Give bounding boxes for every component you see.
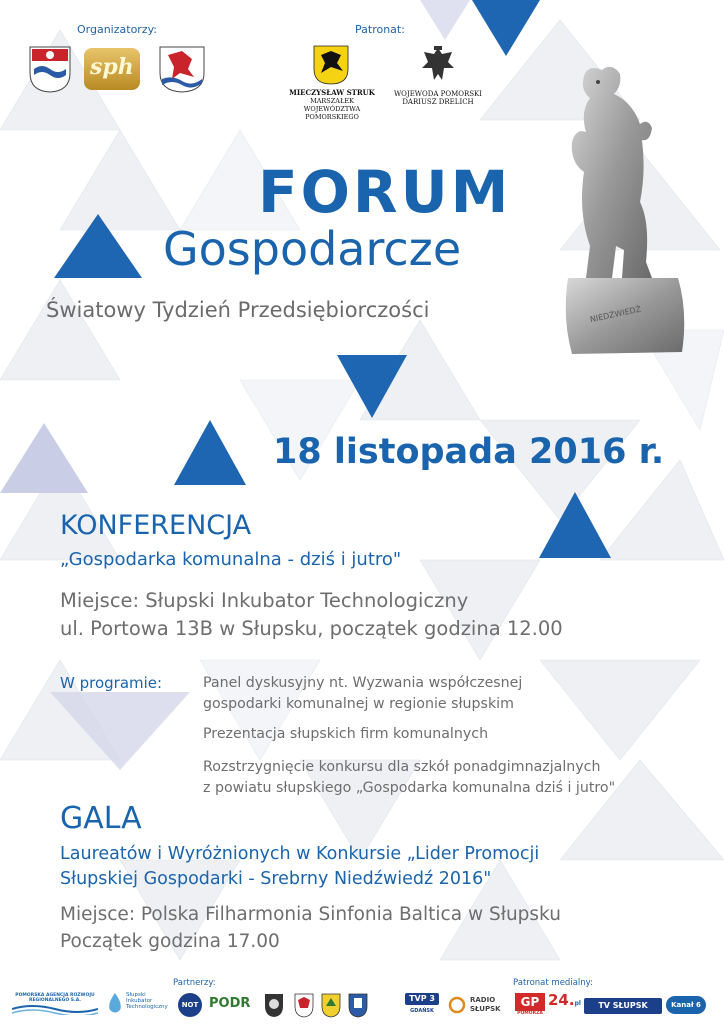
- sph-logo: sph: [84, 48, 140, 90]
- partner-crest-icon: [263, 992, 285, 1018]
- program-label: W programie:: [60, 674, 163, 692]
- sit-drop-icon: [106, 992, 124, 1014]
- title-forum: FORUM: [258, 158, 512, 226]
- partner-crest-icon: [293, 992, 315, 1018]
- griffin-coat-of-arms-icon: [158, 45, 206, 93]
- program-item: Prezentacja słupskich firm komunalnych: [203, 726, 489, 742]
- media-label: Patronat medialny:: [513, 978, 593, 988]
- radio-swirl-icon: [448, 996, 466, 1014]
- gala-start: Początek godzina 17.00: [60, 931, 280, 952]
- statue-plaque: NIEDŹWIEDŹ: [589, 304, 642, 325]
- parr-logo: POMORSKA AGENCJA ROZWOJU REGIONALNEGO S.A.: [12, 993, 98, 1017]
- podr-logo: PODR: [209, 996, 251, 1011]
- sit-logo: Słupski Inkubator Technologiczny: [106, 990, 168, 1016]
- partner-crest-icon: [320, 992, 342, 1018]
- conference-heading: KONFERENCJA: [60, 510, 252, 541]
- conference-place-line1: Miejsce: Słupski Inkubator Technologiczny: [60, 589, 469, 612]
- program-item: Rozstrzygnięcie konkursu dla szkół ponadgimnazjalnych z powiatu słupskiego „Gospodarka komunalna dziś i jutro": [203, 759, 616, 796]
- conference-place-line2: ul. Portowa 13B w Słupsku, początek godzina 12.00: [60, 617, 563, 640]
- marshal-caption: MIECZYSŁAW STRUK MARSZAŁEK WOJEWÓDZTWA POMORSKIEGO: [289, 88, 375, 121]
- partner-crest-icon: [347, 992, 369, 1018]
- slupsk-coat-of-arms-icon: [28, 45, 72, 93]
- gala-heading: GALA: [60, 801, 142, 836]
- conference-topic: „Gospodarka komunalna - dziś i jutro": [60, 549, 402, 570]
- patronage-label: Patronat:: [355, 23, 405, 36]
- program-item: Panel dyskusyjny nt. Wyzwania współczesnej gospodarki komunalnej w regionie słupskim: [203, 675, 523, 712]
- polish-eagle-icon: [418, 44, 458, 86]
- partners-label: Partnerzy:: [173, 978, 216, 988]
- tv-slupsk-logo: TV SŁUPSK: [584, 998, 662, 1014]
- radio-slupsk-logo: RADIO SŁUPSK: [448, 992, 506, 1018]
- tvp3-logo: TVP 3 GDAŃSK: [405, 993, 439, 1019]
- subtitle: Światowy Tydzień Przedsiębiorczości: [46, 298, 430, 322]
- title-gospodarcze: Gospodarcze: [163, 222, 462, 276]
- gp-logo: GP POMORZA: [515, 993, 545, 1017]
- gala-title: Laureatów i Wyróżnionych w Konkursie „Lider Promocji Słupskiej Gospodarki - Srebrny Niedźwiedź 2016": [60, 844, 540, 889]
- kanal6-logo: Kanał 6: [666, 996, 706, 1014]
- pomorskie-eagle-icon: [313, 45, 349, 85]
- gala-place: Miejsce: Polska Filharmonia Sinfonia Baltica w Słupsku: [60, 904, 561, 925]
- event-date: 18 listopada 2016 r.: [273, 432, 665, 472]
- pomorska24-logo: 24.pl: [548, 991, 581, 1009]
- silver-bear-statue-icon: [560, 62, 690, 358]
- not-logo: NOT: [178, 993, 202, 1017]
- organizers-label: Organizatorzy:: [77, 23, 158, 36]
- voivode-caption: WOJEWODA POMORSKI DARIUSZ DRELICH: [393, 90, 483, 106]
